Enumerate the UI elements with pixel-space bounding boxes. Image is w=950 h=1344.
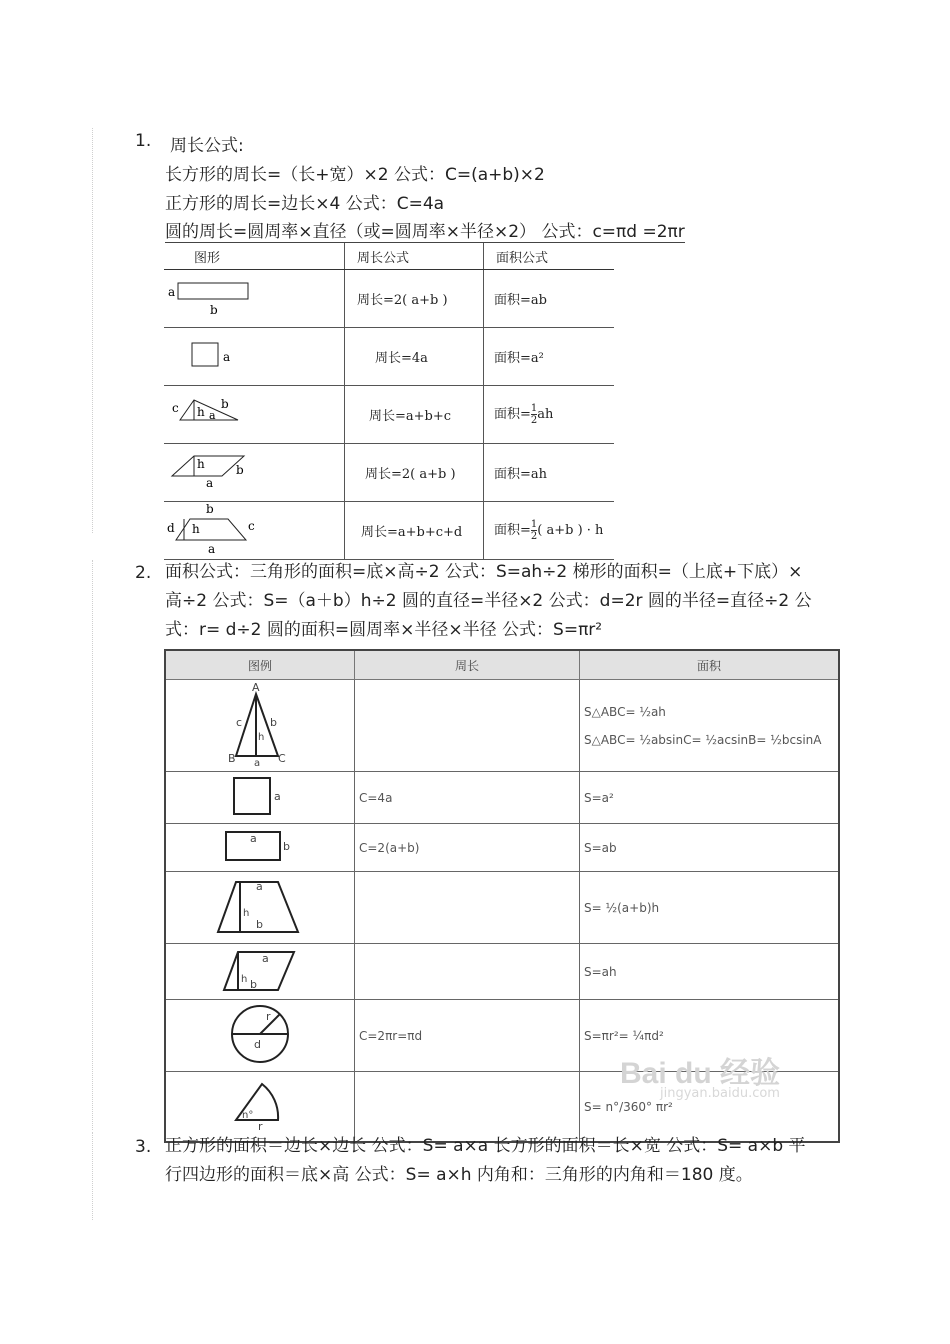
svg-text:b: b [283,840,290,853]
area-cell: S△ABC= ½ah S△ABC= ½absinC= ½acsinB= ½bcsinA [580,680,840,772]
area-cell: 面积=ab [484,270,615,328]
rectangle-figure [164,270,345,328]
perimeter-cell: 周长=a+b+c [345,386,484,444]
perimeter-cell: C=2πr=πd [355,1000,580,1072]
area-cell: 面积= $\frac{1}{2}$ ( a+b ) · h [484,502,615,560]
header-perimeter: 周长 [355,650,580,680]
header-area: 面积公式 [484,243,615,270]
section-3-text: 正方形的面积＝边长×边长 公式：S= a×a 长方形的面积＝长×宽 公式：S= a×b 平行四边形的面积＝底×高 公式：S= a×h 内角和：三角形的内角和＝180 度。 [165,1136,806,1185]
square-figure [165,772,355,824]
section-1-title: 周长公式: [170,136,244,156]
perimeter-cell: C=4a [355,772,580,824]
formula-line-square: 正方形的周长=边长×4 公式：C=4a [165,194,445,214]
parallelogram-figure [164,444,345,502]
perimeter-cell: 周长=a+b+c+d [345,502,484,560]
rectangle-figure [165,824,355,872]
triangle-figure [165,680,355,772]
svg-text:a: a [168,285,176,299]
list-number-1: 1. [135,131,152,151]
svg-text:b: b [236,463,244,477]
svg-text:d: d [167,521,175,535]
perimeter-cell [355,872,580,944]
svg-text:h: h [258,732,265,743]
svg-text:h: h [197,405,205,419]
table-row [164,444,614,502]
margin-guide-3 [92,1132,94,1220]
area-cell: S= n°/360° πr² [580,1072,840,1143]
perimeter-cell [355,680,580,772]
table-row [165,680,839,772]
svg-text:B: B [228,752,236,765]
area-cell: S=a² [580,772,840,824]
square-figure [164,328,345,386]
header-legend: 图例 [165,650,355,680]
area-cell: 面积=ah [484,444,615,502]
area-cell: S=ah [580,944,840,1000]
header-area: 面积 [580,650,840,680]
svg-text:a: a [262,952,269,965]
svg-text:h: h [243,908,250,919]
area-cell: 面积= $\frac{1}{2}$ ah [484,386,615,444]
svg-text:C: C [278,752,286,765]
table-row [164,270,614,328]
baidu-watermark: Bai du 经验 [620,1057,781,1090]
svg-text:a: a [223,350,231,364]
area-cell: S=ab [580,824,840,872]
svg-text:c: c [172,401,179,415]
margin-guide-2 [92,560,94,1130]
formula-line-rectangle: 长方形的周长=（长+宽）×2 公式：C=(a+b)×2 [165,165,545,185]
parallelogram-figure [165,944,355,1000]
svg-text:a: a [256,880,263,893]
area-cell: S=πr²= ¼πd² [580,1000,840,1072]
table-row [164,328,614,386]
svg-text:a: a [254,758,261,768]
formula-line-circle: 圆的周长=圆周率×直径（或=圆周率×半径×2） 公式：c=πd =2πr [165,217,685,243]
perimeter-area-table [164,243,614,560]
perimeter-cell: 周长=2( a+b ) [345,270,484,328]
table-header [165,650,839,680]
perimeter-cell [355,944,580,1000]
baidu-watermark-url: jingyan.baidu.com [660,1086,780,1101]
table-row [165,772,839,824]
svg-text:b: b [206,502,214,516]
svg-text:h: h [197,457,205,471]
trapezoid-figure [164,502,345,560]
header-figure: 图形 [164,243,345,270]
table-row [164,502,614,560]
svg-text:A: A [252,681,260,694]
area-cell: S= ½(a+b)h [580,872,840,944]
table-row [165,944,839,1000]
svg-text:a: a [274,790,281,803]
svg-text:b: b [250,978,257,991]
svg-text:b: b [256,918,263,931]
svg-text:n°: n° [242,1110,254,1121]
svg-text:c: c [236,716,243,729]
svg-text:a: a [209,409,216,422]
header-perimeter: 周长公式 [345,243,484,270]
table-header [164,243,614,270]
svg-text:a: a [206,476,214,490]
table-row [165,824,839,872]
svg-text:b: b [221,397,229,411]
svg-text:b: b [270,716,277,729]
list-number-2: 2. [135,563,152,583]
svg-text:a: a [250,832,257,845]
perimeter-cell: 周长=4a [345,328,484,386]
svg-text:c: c [248,519,255,533]
section-2-text: 面积公式：三角形的面积=底×高÷2 公式：S=ah÷2 梯形的面积=（上底+下底）×高÷2 公式：S=（a＋b）h÷2 圆的直径=半径×2 公式：d=2r 圆的半径=直径÷2 公式：r= d÷2 圆的面积=圆周率×半径×半径 公式：S=πr² [165,562,812,640]
triangle-figure [164,386,345,444]
svg-text:b: b [210,303,218,317]
circle-figure [165,1000,355,1072]
margin-guide-1 [92,128,94,533]
area-cell: 面积=a² [484,328,615,386]
table-row [165,872,839,944]
perimeter-cell: C=2(a+b) [355,824,580,872]
list-number-3: 3. [135,1137,152,1157]
svg-text:h: h [241,974,248,985]
svg-text:h: h [192,522,200,536]
svg-text:a: a [208,542,216,555]
svg-text:r: r [266,1010,271,1023]
svg-text:d: d [254,1038,261,1051]
table-row [164,386,614,444]
svg-text:r: r [258,1120,263,1133]
perimeter-cell: 周长=2( a+b ) [345,444,484,502]
trapezoid-figure [165,872,355,944]
